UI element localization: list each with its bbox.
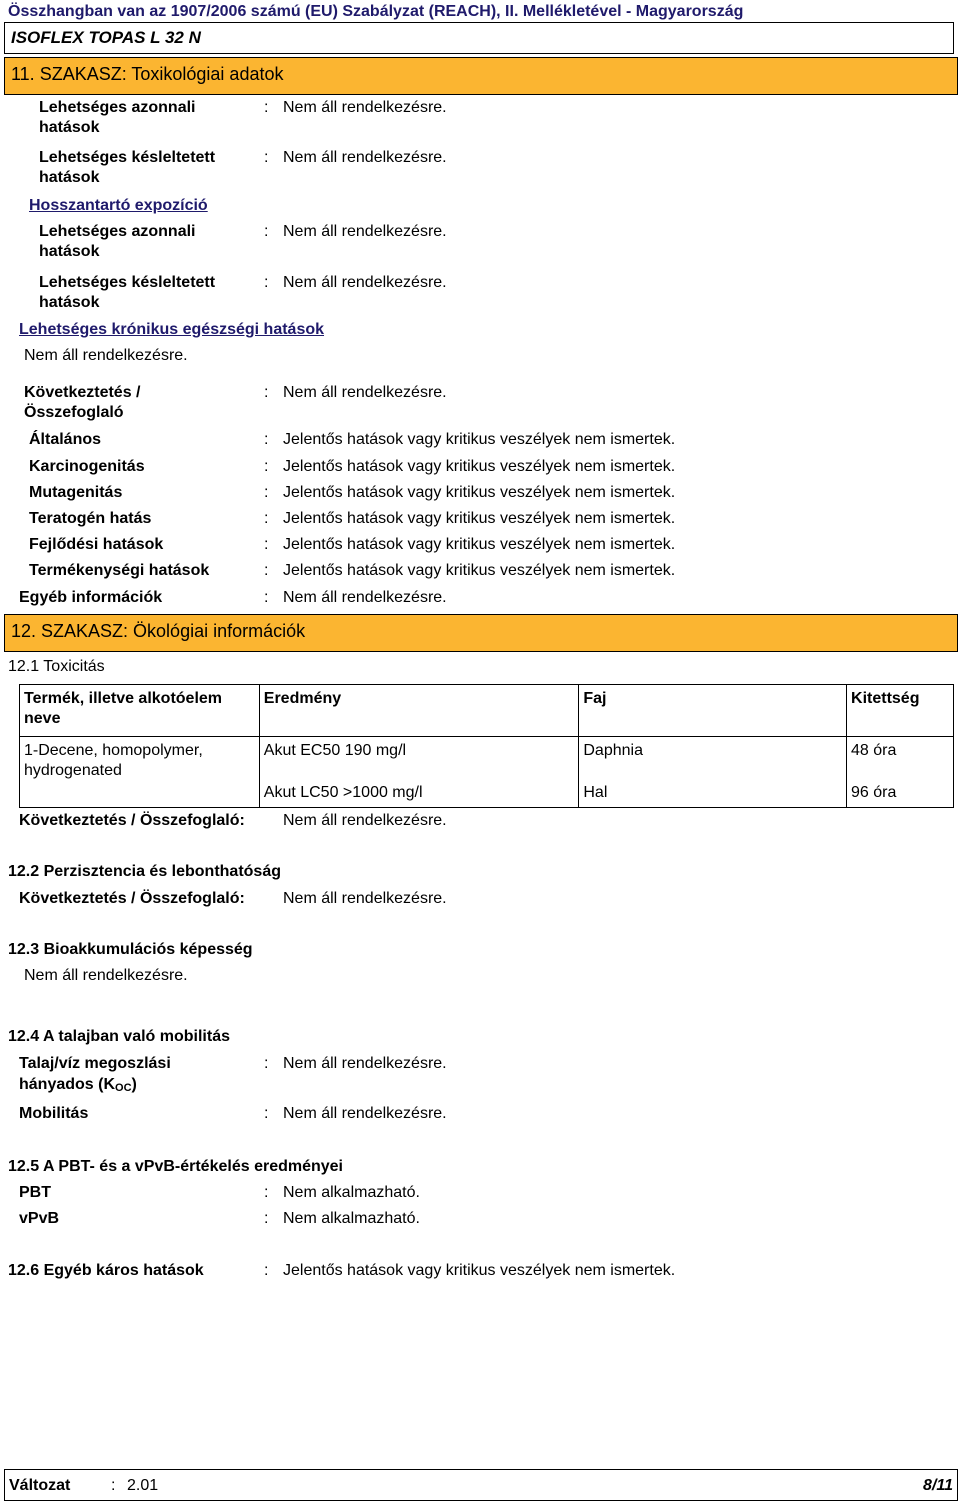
exposure-cell: 96 óra [847, 779, 954, 808]
species-cell: Hal [579, 779, 847, 808]
colon: : [264, 510, 269, 527]
long-term-exposure-heading: Hosszantartó expozíció [29, 197, 208, 214]
effect-value-fertility: Jelentős hatások vagy kritikus veszélyek nem ismertek. [283, 562, 676, 579]
effect-label-general: Általános [29, 431, 102, 448]
colon: : [264, 1262, 269, 1279]
partition-label-2: hányados (KOC) [19, 1076, 137, 1094]
other-adverse-value: Jelentős hatások vagy kritikus veszélyek nem ismertek. [283, 1262, 676, 1279]
delayed-effects-value: Nem áll rendelkezésre. [283, 149, 447, 166]
immediate-effects-label-1: Lehetséges azonnali [39, 99, 196, 116]
regulation-header: Összhangban van az 1907/2006 számú (EU) Szabályzat (REACH), II. Mellékletével - Magyarország [0, 0, 960, 24]
eco-conclusion-label: Következtetés / Összefoglaló: [19, 812, 245, 829]
colon: : [264, 99, 269, 116]
mobility-value: Nem áll rendelkezésre. [283, 1105, 447, 1122]
result-cell: Akut EC50 190 mg/l [259, 737, 579, 780]
effect-value-general: Jelentős hatások vagy kritikus veszélyek nem ismertek. [283, 431, 676, 448]
toxicity-heading: 12.1 Toxicitás [8, 658, 105, 675]
persistence-heading: 12.2 Perzisztencia és lebonthatóság [8, 863, 281, 880]
mobility-label: Mobilitás [19, 1105, 89, 1122]
section-11-bar [4, 57, 958, 95]
pbt-heading: 12.5 A PBT- és a vPvB-értékelés eredményei [8, 1158, 343, 1175]
section-11-title: 11. SZAKASZ: Toxikológiai adatok [11, 64, 284, 84]
effect-value-teratogenicity: Jelentős hatások vagy kritikus veszélyek nem ismertek. [283, 510, 676, 527]
pbt-label: PBT [19, 1184, 51, 1201]
conclusion-label-1: Következtetés / [24, 384, 141, 401]
eco-conclusion-value: Nem áll rendelkezésre. [283, 812, 447, 829]
persistence-value: Nem áll rendelkezésre. [283, 890, 447, 907]
colon: : [264, 484, 269, 501]
species-cell: Daphnia [579, 737, 847, 780]
other-info-value: Nem áll rendelkezésre. [283, 589, 447, 606]
colon: : [264, 149, 269, 166]
colon: : [264, 589, 269, 606]
immediate-effects-label-2: hatások [39, 119, 100, 136]
table-row [20, 737, 954, 780]
conclusion-value: Nem áll rendelkezésre. [283, 384, 447, 401]
long-immediate-label-2: hatások [39, 243, 100, 260]
col-header-substance: Termék, illetve alkotóelem neve [20, 685, 260, 737]
colon: : [264, 1184, 269, 1201]
colon: : [264, 562, 269, 579]
bioaccumulation-value: Nem áll rendelkezésre. [24, 967, 188, 984]
result-cell: Akut LC50 >1000 mg/l [259, 779, 579, 808]
section-12-title: 12. SZAKASZ: Ökológiai információk [11, 621, 306, 641]
section-12-bar [4, 614, 958, 652]
colon: : [264, 274, 269, 291]
colon: : [264, 223, 269, 240]
partition-label-1: Talaj/víz megoszlási [19, 1055, 171, 1072]
vpvb-value: Nem alkalmazható. [283, 1210, 420, 1227]
effect-label-teratogenicity: Teratogén hatás [29, 510, 152, 527]
version-value: 2.01 [127, 1477, 159, 1494]
substance-name: 1-Decene, homopolymer, hydrogenated [20, 737, 260, 808]
colon: : [264, 458, 269, 475]
effect-label-mutagenicity: Mutagenitás [29, 484, 123, 501]
partition-value: Nem áll rendelkezésre. [283, 1055, 447, 1072]
immediate-effects-value: Nem áll rendelkezésre. [283, 99, 447, 116]
vpvb-label: vPvB [19, 1210, 60, 1227]
col-header-exposure: Kitettség [847, 685, 954, 737]
long-delayed-value: Nem áll rendelkezésre. [283, 274, 447, 291]
colon: : [111, 1477, 116, 1494]
col-header-species: Faj [579, 685, 847, 737]
long-immediate-label-1: Lehetséges azonnali [39, 223, 196, 240]
effect-value-mutagenicity: Jelentős hatások vagy kritikus veszélyek nem ismertek. [283, 484, 676, 501]
page-number: 8/11 [923, 1477, 953, 1494]
delayed-effects-label-1: Lehetséges késleltetett [39, 149, 216, 166]
long-immediate-value: Nem áll rendelkezésre. [283, 223, 447, 240]
colon: : [264, 1210, 269, 1227]
chronic-health-heading: Lehetséges krónikus egészségi hatások [19, 321, 325, 338]
effect-label-fertility: Termékenységi hatások [29, 562, 210, 579]
effect-label-developmental: Fejlődési hatások [29, 536, 164, 553]
long-delayed-label-2: hatások [39, 294, 100, 311]
effect-value-developmental: Jelentős hatások vagy kritikus veszélyek nem ismertek. [283, 536, 676, 553]
exposure-cell: 48 óra [847, 737, 954, 780]
pbt-value: Nem alkalmazható. [283, 1184, 420, 1201]
long-delayed-label-1: Lehetséges késleltetett [39, 274, 216, 291]
conclusion-label-2: Összefoglaló [24, 404, 124, 421]
bioaccumulation-heading: 12.3 Bioakkumulációs képesség [8, 941, 253, 958]
product-name: ISOFLEX TOPAS L 32 N [11, 28, 201, 47]
table-header-row [20, 685, 954, 737]
persistence-label: Következtetés / Összefoglaló: [19, 890, 245, 907]
chronic-health-value: Nem áll rendelkezésre. [24, 347, 188, 364]
other-info-label: Egyéb információk [19, 589, 163, 606]
other-adverse-heading: 12.6 Egyéb káros hatások [8, 1262, 204, 1279]
colon: : [264, 431, 269, 448]
colon: : [264, 1105, 269, 1122]
toxicity-table [19, 684, 954, 808]
colon: : [264, 384, 269, 401]
footer-box [4, 1469, 958, 1501]
product-name-box [4, 22, 954, 54]
effect-label-carcinogenicity: Karcinogenitás [29, 458, 145, 475]
effect-value-carcinogenicity: Jelentős hatások vagy kritikus veszélyek nem ismertek. [283, 458, 676, 475]
col-header-result: Eredmény [259, 685, 579, 737]
colon: : [264, 1055, 269, 1072]
colon: : [264, 536, 269, 553]
delayed-effects-label-2: hatások [39, 169, 100, 186]
mobility-heading: 12.4 A talajban való mobilitás [8, 1028, 230, 1045]
version-label: Változat [9, 1477, 71, 1494]
